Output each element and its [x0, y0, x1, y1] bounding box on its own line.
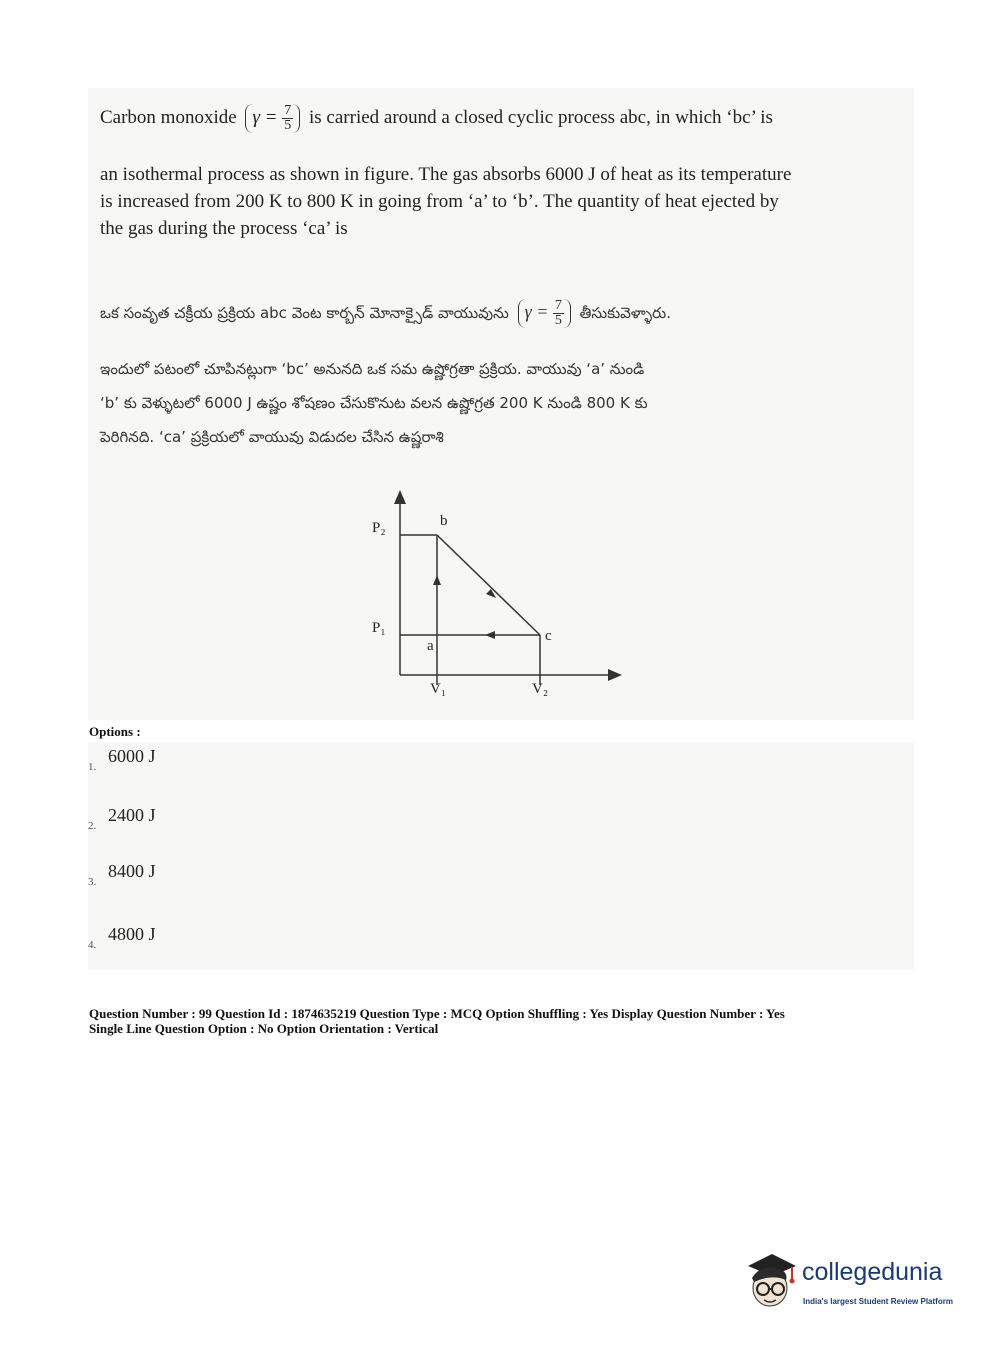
- question-english-line1: [100, 104, 880, 133]
- question-telugu-line3: ‘b’ కు వెళ్ళుటలో 6000 J ఉష్ణం శోషణం చేసుకొనుట వలన ఉష్ణోగ్రత 200 K నుండి 800 K కు: [100, 394, 648, 412]
- gamma-fraction: [518, 299, 571, 328]
- fraction-denominator: 5: [554, 313, 562, 328]
- option-text: 6000 J: [108, 746, 156, 766]
- x-axis-arrow: [608, 669, 622, 681]
- options-heading: Options :: [89, 724, 141, 739]
- v1-label: V₁: [430, 681, 447, 697]
- options-panel: [88, 742, 914, 970]
- logo-tagline: India's largest Student Review Platform: [803, 1297, 953, 1306]
- fraction-numerator: 7: [284, 103, 292, 119]
- question-text-segment: Carbon monoxide: [100, 107, 237, 128]
- point-b-label: b: [440, 513, 448, 529]
- meta-line-2: Single Line Question Option : No Option Orientation : Vertical: [89, 1021, 439, 1036]
- collegedunia-logo: [742, 1248, 972, 1320]
- option-3[interactable]: [88, 861, 156, 888]
- question-telugu-line2: ఇందులో పటంలో చూపినట్లుగా ‘bc’ అనునది ఒక సమ ఉష్ణోగ్రతా ప్రక్రియ. వాయువు ‘a’ నుండి: [100, 360, 645, 378]
- fraction-denominator: 5: [284, 118, 292, 134]
- question-english-line3: is increased from 200 K to 800 K in going from ‘a’ to ‘b’. The quantity of heat ejected by: [100, 191, 779, 212]
- mascot-icon: [742, 1248, 800, 1312]
- gamma-symbol: γ =: [252, 107, 278, 128]
- pv-diagram: [360, 480, 640, 710]
- point-a-label: a: [427, 638, 434, 654]
- question-telugu-line1: [100, 296, 870, 330]
- option-2[interactable]: [88, 805, 156, 832]
- option-number: 2.: [88, 820, 97, 832]
- path-bc: [437, 535, 540, 635]
- question-telugu-line4: పెరిగినది. ‘ca’ ప్రక్రియలో వాయువు విడుదల చేసిన ఉష్ణరాశి: [100, 428, 444, 446]
- fraction: [282, 104, 293, 133]
- meta-line-1: Question Number : 99 Question Id : 1874635219 Question Type : MCQ Option Shuffling : Yes Display Question Number : Yes: [89, 1006, 785, 1021]
- option-number: 4.: [88, 939, 97, 951]
- question-meta: [89, 1006, 939, 1036]
- point-c-label: c: [545, 628, 552, 644]
- option-text: 2400 J: [108, 805, 156, 825]
- logo-wordmark: collegedunia: [802, 1258, 943, 1286]
- p2-label: P₂: [372, 520, 386, 536]
- question-english-line2: an isothermal process as shown in figure. The gas absorbs 6000 J of heat as its temperature: [100, 164, 792, 185]
- option-number: 1.: [88, 761, 97, 773]
- option-text: 8400 J: [108, 861, 156, 881]
- y-axis-arrow: [394, 490, 406, 504]
- option-number: 3.: [88, 876, 97, 888]
- p1-label: P₁: [372, 620, 386, 636]
- question-text-segment: ఒక సంవృత చక్రీయ ప్రక్రియ abc వెంట కార్బన్ మోనాక్సైడ్ వాయువును: [100, 304, 509, 322]
- option-4[interactable]: [88, 924, 156, 951]
- question-text-segment: తీసుకువెళ్ళారు.: [579, 304, 672, 322]
- question-text-segment: is carried around a closed cyclic process abc, in which ‘bc’ is: [309, 107, 773, 128]
- question-english-line4: the gas during the process ‘ca’ is: [100, 218, 348, 239]
- arrow-ab: [433, 575, 441, 585]
- gamma-fraction: [245, 104, 300, 133]
- fraction: [553, 299, 564, 328]
- fraction-numerator: 7: [554, 298, 562, 313]
- option-text: 4800 J: [108, 924, 156, 944]
- option-1[interactable]: [88, 746, 156, 773]
- gamma-symbol: γ =: [524, 301, 549, 322]
- v2-label: V₂: [532, 681, 549, 697]
- arrow-ca: [485, 631, 495, 639]
